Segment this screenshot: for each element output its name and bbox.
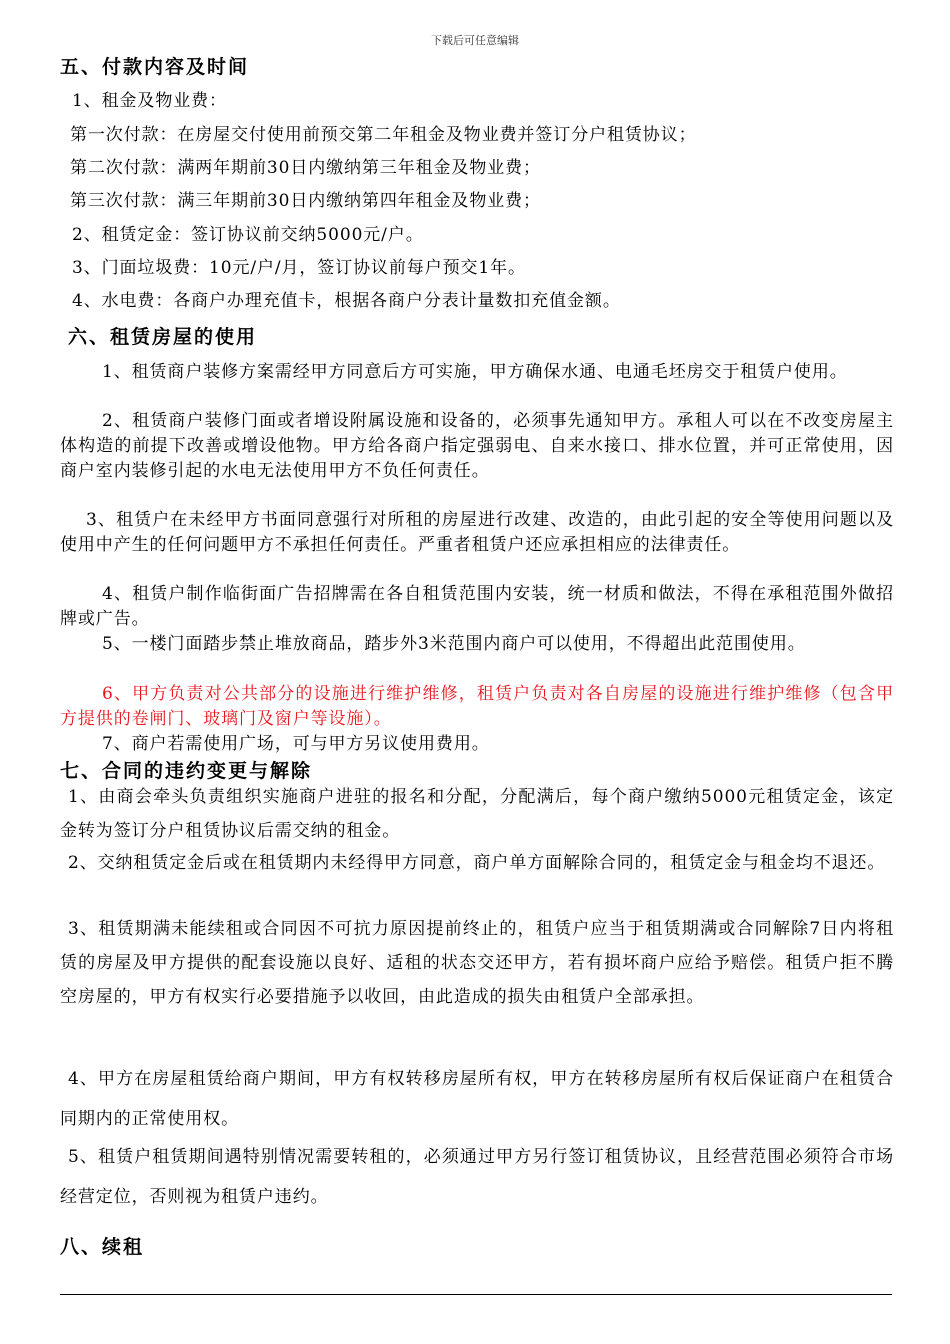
payment-line-6: 3、门面垃圾费：10元/户/月，签订协议前每户预交1年。 — [72, 258, 526, 278]
usage-paragraph-5: 5、一楼门面踏步禁止堆放商品，踏步外3米范围内商户可以使用，不得超出此范围使用。 — [102, 634, 806, 654]
payment-line-4: 第三次付款：满三年期前30日内缴纳第四年租金及物业费； — [70, 191, 541, 211]
usage-paragraph-6-highlighted: 6、甲方负责对公共部分的设施进行维护维修，租赁户负责对各自房屋的设施进行维护维修（包含甲方提供的卷闸门、玻璃门及窗户等设施）。 — [60, 684, 894, 729]
payment-line-3: 第二次付款：满两年期前30日内缴纳第三年租金及物业费； — [70, 158, 541, 178]
payment-line-7: 4、水电费：各商户办理充值卡，根据各商户分表计量数扣充值金额。 — [72, 291, 621, 311]
bottom-divider — [60, 1294, 892, 1295]
section-heading-breach: 七、合同的违约变更与解除 — [60, 760, 313, 782]
breach-paragraph-1: 1、由商会牵头负责组织实施商户进驻的报名和分配，分配满后，每个商户缴纳5000元租赁定金，该定金转为签订分户租赁协议后需交纳的租金。 — [60, 787, 894, 841]
usage-paragraph-7: 7、商户若需使用广场，可与甲方另议使用费用。 — [102, 734, 490, 754]
payment-line-1: 1、租金及物业费： — [72, 91, 227, 111]
usage-paragraph-4: 4、租赁户制作临街面广告招牌需在各自租赁范围内安装，统一材质和做法，不得在承租范围外做招牌或广告。 — [60, 584, 894, 629]
usage-paragraph-3: 3、租赁户在未经甲方书面同意强行对所租的房屋进行改建、改造的，由此引起的安全等使用问题以及使用中产生的任何问题甲方不承担任何责任。严重者租赁户还应承担相应的法律责任。 — [60, 510, 894, 555]
breach-paragraph-4: 4、甲方在房屋租赁给商户期间，甲方有权转移房屋所有权，甲方在转移房屋所有权后保证商户在租赁合同期内的正常使用权。 — [60, 1069, 894, 1129]
page-header-note: 下载后可任意编辑 — [431, 34, 519, 47]
section-heading-payment: 五、付款内容及时间 — [60, 56, 250, 78]
breach-paragraph-5: 5、租赁户租赁期间遇特别情况需要转租的，必须通过甲方另行签订租赁协议，且经营范围必须符合市场经营定位，否则视为租赁户违约。 — [60, 1147, 894, 1207]
usage-paragraph-1: 1、租赁商户装修方案需经甲方同意后方可实施，甲方确保水通、电通毛坯房交于租赁户使用。 — [102, 362, 848, 382]
payment-line-2: 第一次付款：在房屋交付使用前预交第二年租金及物业费并签订分户租赁协议； — [70, 125, 697, 145]
section-heading-usage: 六、租赁房屋的使用 — [68, 326, 258, 348]
usage-paragraph-2: 2、租赁商户装修门面或者增设附属设施和设备的，必须事先通知甲方。承租人可以在不改变房屋主体构造的前提下改善或增设他物。甲方给各商户指定强弱电、自来水接口、排水位置，并可正常使用，因商户室内装修引起的水电无法使用甲方不负任何责任。 — [60, 411, 894, 481]
payment-line-5: 2、租赁定金：签订协议前交纳5000元/户。 — [72, 225, 424, 245]
section-heading-renewal: 八、续租 — [60, 1236, 145, 1258]
breach-paragraph-3: 3、租赁期满未能续租或合同因不可抗力原因提前终止的，租赁户应当于租赁期满或合同解除7日内将租赁的房屋及甲方提供的配套设施以良好、适租的状态交还甲方，若有损坏商户应给予赔偿。租赁户拒不腾空房屋的，甲方有权实行必要措施予以收回，由此造成的损失由租赁户全部承担。 — [60, 919, 894, 1007]
breach-paragraph-2: 2、交纳租赁定金后或在租赁期内未经得甲方同意，商户单方面解除合同的，租赁定金与租金均不退还。 — [68, 853, 886, 873]
